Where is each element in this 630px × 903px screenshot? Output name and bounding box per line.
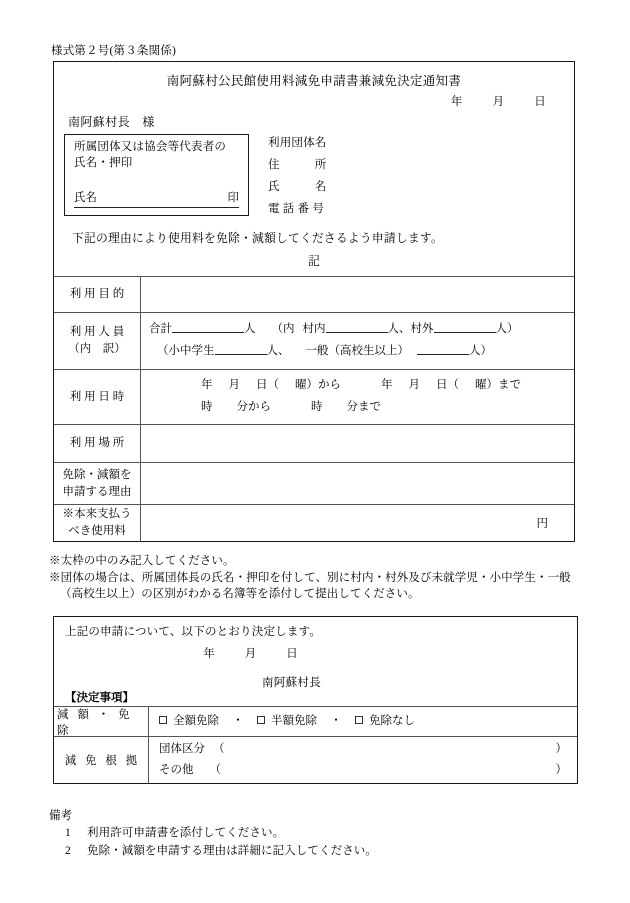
table-row-fee <box>54 505 574 541</box>
row-label-reason-line2: 申請する理由 <box>62 485 132 498</box>
addressee-label: 南阿蘇村長 様 <box>68 115 155 129</box>
checkbox-no-exemption[interactable] <box>355 716 363 724</box>
decision-mayor-label: 南阿蘇村長 <box>262 677 321 689</box>
remarks-item-1-number: 1 <box>65 827 71 840</box>
applicant-phone-label: 電 話 番 号 <box>268 203 325 215</box>
decision-row-label-reduction: 減 額 ・ 免 除 <box>54 707 149 736</box>
option-separator-1: ・ <box>232 715 244 728</box>
stamp-name-row <box>74 189 239 208</box>
note-line-2: ※団体の場合は、所属団体長の氏名・押印を付して、別に村内・村外及び未就学児・小中学生・一般 <box>49 571 571 584</box>
remarks-item-2 <box>49 843 377 860</box>
note-line-1: ※太枠の中のみ記入してください。 <box>49 555 235 567</box>
basis-label-group-category: 団体区分 <box>159 743 205 756</box>
note-line-3: （高校生以上）の区別がわかる名簿等を添付して提出してください。 <box>60 588 420 601</box>
stamp-box-instruction-line2: 氏名・押印 <box>74 156 133 169</box>
row-value-place[interactable] <box>141 425 574 462</box>
basis-open-paren-2: （ <box>209 764 221 776</box>
row-label-fee <box>54 505 141 541</box>
basis-line-group-category <box>159 739 567 760</box>
form-notes <box>49 553 594 603</box>
row-value-attendance[interactable] <box>141 313 574 369</box>
row-label-reason <box>54 463 141 504</box>
date-month-label: 月 <box>492 96 505 108</box>
basis-line-other <box>159 760 567 781</box>
decision-row-reduction <box>54 707 577 737</box>
checkbox-full-exemption[interactable] <box>159 716 167 724</box>
row-label-reason-line1: 免除・減額を <box>62 468 132 481</box>
row-label-attendance-line2: （内 訳） <box>68 343 126 355</box>
application-header-cell <box>54 62 574 277</box>
decision-date-line <box>54 645 577 661</box>
option-label-half-exemption: 半額免除 <box>271 715 317 728</box>
reduction-options <box>159 711 567 732</box>
basis-label-other: その他 <box>159 764 194 776</box>
row-label-datetime: 利 用 日 時 <box>54 370 141 424</box>
remarks-item-2-number: 2 <box>65 844 71 857</box>
representative-stamp-box <box>64 134 249 216</box>
applicant-address-label: 住 所 <box>268 159 327 171</box>
decision-row-value-basis[interactable] <box>149 737 577 783</box>
stamp-name-label: 氏名 <box>74 192 97 204</box>
row-label-fee-line2: べき使用料 <box>68 525 126 537</box>
stamp-box-instruction <box>74 140 226 171</box>
remarks-section <box>49 808 377 860</box>
date-year-label: 年 <box>450 96 463 108</box>
remarks-heading: 備考 <box>49 810 73 822</box>
decision-header-cell <box>54 617 577 707</box>
table-row-purpose <box>54 277 574 313</box>
option-separator-2: ・ <box>330 715 342 728</box>
row-label-place: 利 用 場 所 <box>54 425 141 462</box>
application-table <box>53 61 575 542</box>
decision-date-day-label: 日 <box>286 648 298 660</box>
applicant-group-name-label: 利用団体名 <box>268 137 327 149</box>
application-date-line <box>451 93 546 109</box>
decision-row-basis <box>54 737 577 783</box>
table-row-datetime <box>54 370 574 425</box>
request-sentence: 下記の理由により使用料を免除・減額してくださるよう申請します。 <box>72 231 443 245</box>
basis-open-paren-1: （ <box>213 743 225 756</box>
row-label-attendance-line1: 利 用 人 員 <box>69 326 125 339</box>
table-row-attendance <box>54 313 574 370</box>
applicant-name-label: 氏 名 <box>268 181 327 193</box>
checkbox-half-exemption[interactable] <box>257 716 265 724</box>
decision-date-month-label: 月 <box>244 648 257 660</box>
decision-table <box>53 616 578 784</box>
ki-mark: 記 <box>308 254 320 268</box>
decision-section-heading: 【決定事項】 <box>65 692 134 704</box>
option-label-full-exemption: 全額免除 <box>173 715 219 728</box>
attendance-line-breakdown: （小中学生 人、 一般（高校生以上） 人） <box>149 341 566 363</box>
remarks-item-2-text: 免除・減額を申請する理由は詳細に記入してください。 <box>87 844 377 857</box>
table-row-reason <box>54 463 574 505</box>
row-label-fee-line1: ※本来支払う <box>62 508 132 521</box>
datetime-line-dates: 年 月 日（ 曜）から 年 月 日（ 曜）まで <box>201 379 521 392</box>
row-value-fee[interactable] <box>141 505 574 541</box>
page-title: 南阿蘇村公民館使用料減免申請書兼減免決定通知書 <box>166 74 462 88</box>
row-value-reason[interactable] <box>141 463 574 504</box>
basis-close-paren-2: ） <box>555 764 567 776</box>
attendance-line-total: 合計 人 （内 村内 人、村外 人） <box>149 319 566 341</box>
seal-label: 印 <box>227 192 239 204</box>
remarks-item-1 <box>49 825 377 842</box>
date-day-label: 日 <box>534 96 546 108</box>
option-label-no-exemption: 免除なし <box>369 715 415 728</box>
row-label-purpose: 利 用 目 的 <box>54 277 141 312</box>
form-number-label: 様式第２号(第３条関係) <box>51 45 177 57</box>
stamp-box-instruction-line1: 所属団体又は協会等代表者の <box>74 141 227 153</box>
decision-row-label-basis: 減 免 根 拠 <box>54 737 149 783</box>
decision-intro: 上記の申請について、以下のとおり決定します。 <box>65 626 322 638</box>
decision-date-year-label: 年 <box>203 648 215 660</box>
decision-row-value-reduction <box>149 707 577 736</box>
row-value-datetime[interactable] <box>141 370 574 424</box>
basis-close-paren-1: ） <box>555 743 567 756</box>
applicant-field-labels <box>268 138 327 226</box>
row-label-attendance <box>54 313 141 369</box>
remarks-item-1-text: 利用許可申請書を添付してください。 <box>87 827 285 840</box>
fee-currency-unit: 円 <box>536 518 548 530</box>
table-row-place <box>54 425 574 463</box>
datetime-line-times: 時 分から 時 分まで <box>201 401 381 413</box>
row-value-purpose[interactable] <box>141 277 574 312</box>
